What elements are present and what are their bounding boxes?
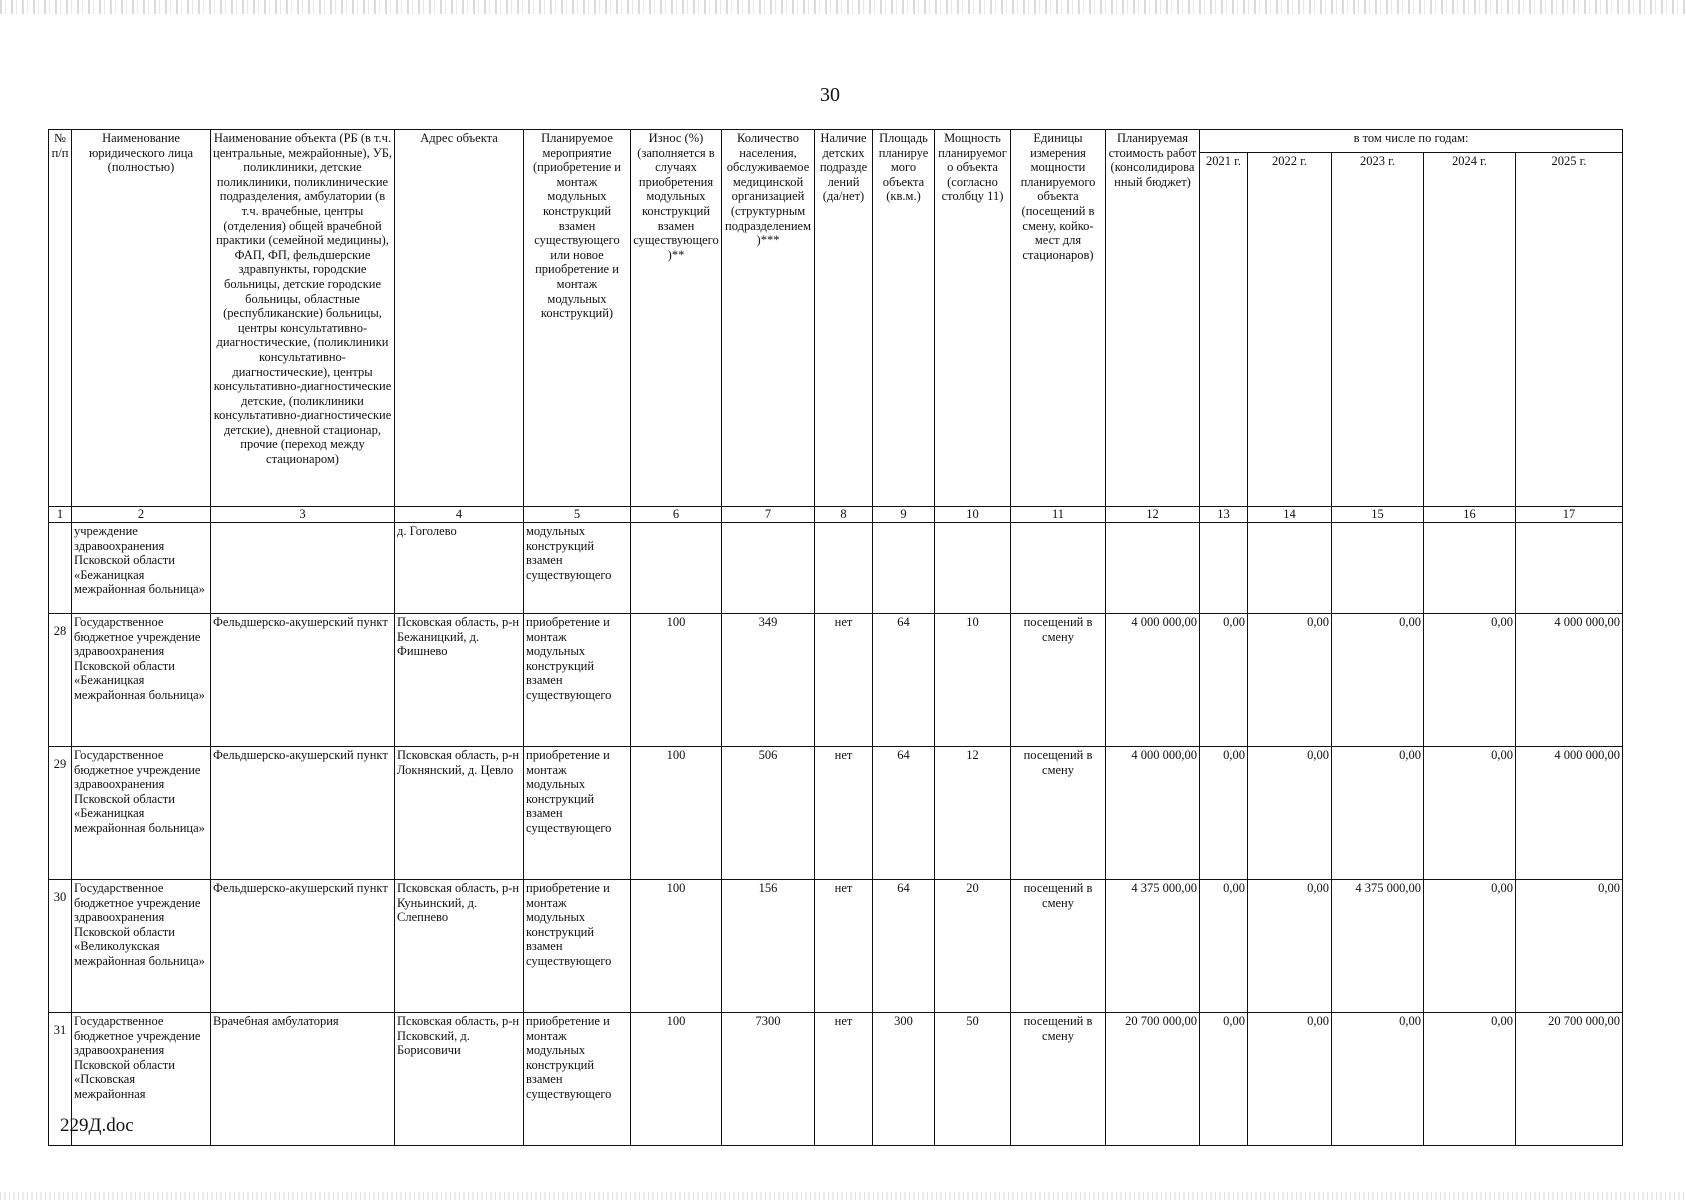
header-entity: Наименование юридического лица (полностью): [72, 130, 211, 507]
cell-num: 28: [49, 614, 72, 747]
column-number: 9: [873, 507, 935, 523]
cell-2022: 0,00: [1248, 1013, 1332, 1146]
cell-address: Псковская область, р-н Локнянский, д. Цевло: [395, 747, 524, 880]
cell-unit: посещений в смену: [1011, 880, 1106, 1013]
header-year: 2023 г.: [1332, 153, 1424, 507]
scan-noise-top: [0, 0, 1686, 14]
cell-object: Фельдшерско-акушерский пункт: [211, 614, 395, 747]
cell-2022: 0,00: [1248, 880, 1332, 1013]
cell-unit: посещений в смену: [1011, 747, 1106, 880]
cell-address: д. Гоголево: [395, 523, 524, 614]
column-number: 2: [72, 507, 211, 523]
page-number: 30: [820, 84, 840, 106]
cell-capacity: 12: [935, 747, 1011, 880]
cell-wear: 100: [631, 1013, 722, 1146]
header-row: [49, 130, 1623, 153]
header-years-group: в том числе по годам:: [1200, 130, 1623, 153]
header-population: Количество населения, обслуживаемое медицинской организацией (структурным подразделением)***: [722, 130, 815, 507]
cell-measure: приобретение и монтаж модульных конструкций взамен существующего: [524, 1013, 631, 1146]
column-number: 4: [395, 507, 524, 523]
cell-area: 64: [873, 747, 935, 880]
cell-capacity: 50: [935, 1013, 1011, 1146]
cell-children: нет: [815, 880, 873, 1013]
cell-object: Врачебная амбулатория: [211, 1013, 395, 1146]
header-year: 2021 г.: [1200, 153, 1248, 507]
header-capacity: Мощность планируемого объекта (согласно столбцу 11): [935, 130, 1011, 507]
cell-entity: Государственное бюджетное учреждение здравоохранения Псковской области «Великолукская межрайонная больница»: [72, 880, 211, 1013]
cell-population: 506: [722, 747, 815, 880]
cell-object: Фельдшерско-акушерский пункт: [211, 747, 395, 880]
cell-2024: 0,00: [1424, 614, 1516, 747]
cell-capacity: 20: [935, 880, 1011, 1013]
cell-2025: 0,00: [1516, 880, 1623, 1013]
column-number: 16: [1424, 507, 1516, 523]
column-number: 14: [1248, 507, 1332, 523]
column-number: 15: [1332, 507, 1424, 523]
cell-cost: [1106, 523, 1200, 614]
cell-2024: 0,00: [1424, 880, 1516, 1013]
cell-measure: приобретение и монтаж модульных конструкций взамен существующего: [524, 614, 631, 747]
header-unit: Единицы измерения мощности планируемого объекта (посещений в смену, койко-мест для стационаров): [1011, 130, 1106, 507]
cell-address: Псковская область, р-н Псковский, д. Борисовичи: [395, 1013, 524, 1146]
cell-population: 349: [722, 614, 815, 747]
continuation-row: [49, 523, 1623, 614]
cell-object: Фельдшерско-акушерский пункт: [211, 880, 395, 1013]
cell-entity: учреждение здравоохранения Псковской области «Бежаницкая межрайонная больница»: [72, 523, 211, 614]
table-row: [49, 614, 1623, 747]
cell-area: 64: [873, 614, 935, 747]
cell-2023: 0,00: [1332, 614, 1424, 747]
cell-2025: 4 000 000,00: [1516, 747, 1623, 880]
table-row: [49, 747, 1623, 880]
cell-2025: 4 000 000,00: [1516, 614, 1623, 747]
header-year: 2024 г.: [1424, 153, 1516, 507]
cell-wear: 100: [631, 614, 722, 747]
document-filename: 229Д.doc: [60, 1115, 134, 1136]
header-year: 2022 г.: [1248, 153, 1332, 507]
cell-num: [49, 523, 72, 614]
column-number: 12: [1106, 507, 1200, 523]
cell-entity: Государственное бюджетное учреждение здравоохранения Псковской области «Бежаницкая межрайонная больница»: [72, 614, 211, 747]
cell-children: [815, 523, 873, 614]
cell-cost: 4 375 000,00: [1106, 880, 1200, 1013]
cell-2025: 20 700 000,00: [1516, 1013, 1623, 1146]
header-cost: Планируемая стоимость работ (консолидированный бюджет): [1106, 130, 1200, 507]
cell-entity: Государственное бюджетное учреждение здравоохранения Псковской области «Псковская межрайонная: [72, 1013, 211, 1146]
cell-object: [211, 523, 395, 614]
column-number: 17: [1516, 507, 1623, 523]
cell-entity: Государственное бюджетное учреждение здравоохранения Псковской области «Бежаницкая межрайонная больница»: [72, 747, 211, 880]
cell-2022: [1248, 523, 1332, 614]
header-num: № п/п: [49, 130, 72, 507]
cell-2024: 0,00: [1424, 1013, 1516, 1146]
column-number: 8: [815, 507, 873, 523]
header-address: Адрес объекта: [395, 130, 524, 507]
column-number: 1: [49, 507, 72, 523]
cell-population: 7300: [722, 1013, 815, 1146]
cell-capacity: [935, 523, 1011, 614]
cell-area: 300: [873, 1013, 935, 1146]
header-area: Площадь планируемого объекта (кв.м.): [873, 130, 935, 507]
cell-population: 156: [722, 880, 815, 1013]
cell-address: Псковская область, р-н Бежаницкий, д. Фишнево: [395, 614, 524, 747]
header-wear: Износ (%) (заполняется в случаях приобретения модульных конструкций взамен существующего)**: [631, 130, 722, 507]
cell-children: нет: [815, 1013, 873, 1146]
cell-wear: [631, 523, 722, 614]
cell-address: Псковская область, р-н Куньинский, д. Слепнево: [395, 880, 524, 1013]
table-row: [49, 1013, 1623, 1146]
investment-table: [48, 129, 1623, 1146]
header-object: Наименование объекта (РБ (в т.ч. центральные, межрайонные), УБ, поликлиники, детские поликлиники, поликлинические подразделения, амбулатории (в т.ч. врачебные, центры (отделения) общей врачебной практики (семейной медицины), ФАП, ФП, фельдшерские здравпункты, городские больницы, детские городские больницы, областные (республиканские) больницы, центры консультативно-диагностические, (поликлиники консультативно-диагностические), центры консультативно-диагностические детские, (поликлиники консультативно-диагностические детские), дневной стационар, прочие (переход между стационаром): [211, 130, 395, 507]
cell-2022: 0,00: [1248, 614, 1332, 747]
cell-2021: [1200, 523, 1248, 614]
column-number: 10: [935, 507, 1011, 523]
cell-wear: 100: [631, 880, 722, 1013]
cell-wear: 100: [631, 747, 722, 880]
cell-2021: 0,00: [1200, 747, 1248, 880]
cell-2024: [1424, 523, 1516, 614]
cell-2021: 0,00: [1200, 1013, 1248, 1146]
cell-measure: приобретение и монтаж модульных конструкций взамен существующего: [524, 747, 631, 880]
cell-capacity: 10: [935, 614, 1011, 747]
cell-num: 30: [49, 880, 72, 1013]
cell-2023: 4 375 000,00: [1332, 880, 1424, 1013]
cell-2021: 0,00: [1200, 880, 1248, 1013]
table-row: [49, 880, 1623, 1013]
cell-num: 29: [49, 747, 72, 880]
cell-cost: 4 000 000,00: [1106, 747, 1200, 880]
column-number: 13: [1200, 507, 1248, 523]
column-number: 11: [1011, 507, 1106, 523]
cell-unit: посещений в смену: [1011, 1013, 1106, 1146]
cell-unit: посещений в смену: [1011, 614, 1106, 747]
cell-2023: 0,00: [1332, 747, 1424, 880]
cell-measure: приобретение и монтаж модульных конструкций взамен существующего: [524, 880, 631, 1013]
cell-population: [722, 523, 815, 614]
header-year: 2025 г.: [1516, 153, 1623, 507]
cell-area: [873, 523, 935, 614]
cell-unit: [1011, 523, 1106, 614]
cell-2023: 0,00: [1332, 1013, 1424, 1146]
column-number: 5: [524, 507, 631, 523]
cell-cost: 20 700 000,00: [1106, 1013, 1200, 1146]
cell-children: нет: [815, 614, 873, 747]
column-number: 6: [631, 507, 722, 523]
scan-noise-bottom: [0, 1192, 1686, 1200]
cell-measure: модульных конструкций взамен существующего: [524, 523, 631, 614]
column-number: 3: [211, 507, 395, 523]
cell-area: 64: [873, 880, 935, 1013]
cell-2022: 0,00: [1248, 747, 1332, 880]
cell-2024: 0,00: [1424, 747, 1516, 880]
cell-children: нет: [815, 747, 873, 880]
cell-cost: 4 000 000,00: [1106, 614, 1200, 747]
cell-2025: [1516, 523, 1623, 614]
header-children: Наличие детских подразделений (да/нет): [815, 130, 873, 507]
column-number: 7: [722, 507, 815, 523]
cell-2021: 0,00: [1200, 614, 1248, 747]
cell-2023: [1332, 523, 1424, 614]
cell-num: 31: [49, 1013, 72, 1146]
header-measure: Планируемое мероприятие (приобретение и монтаж модульных конструкций взамен существующего или новое приобретение и монтаж модульных конструкций): [524, 130, 631, 507]
column-number-row: [49, 507, 1623, 523]
